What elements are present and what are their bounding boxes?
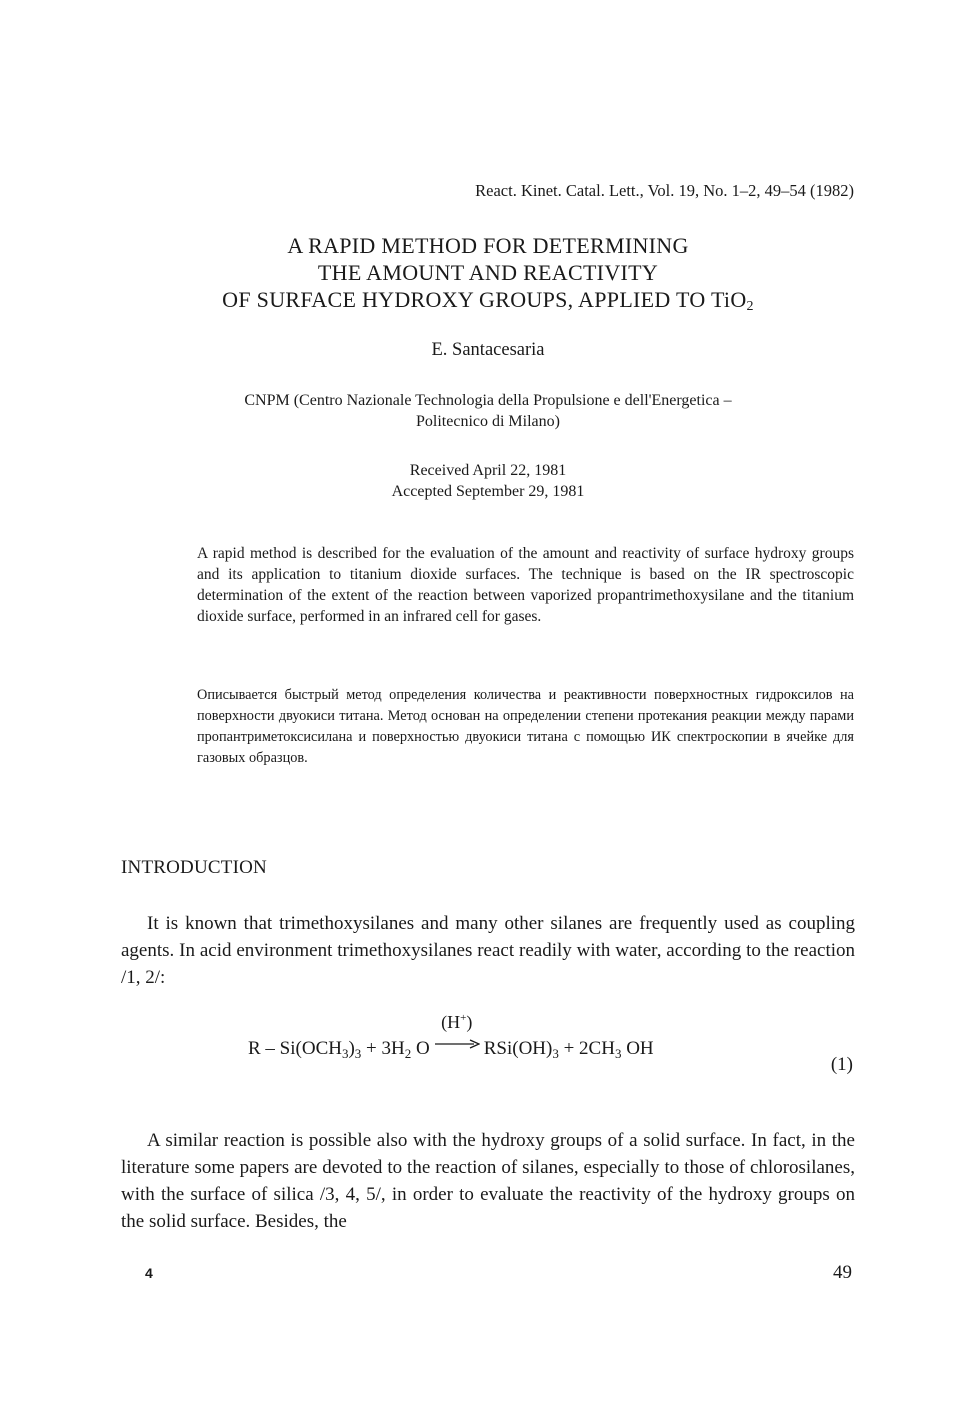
title-line-1: A RAPID METHOD FOR DETERMINING — [287, 233, 689, 258]
abstract-russian: Описывается быстрый метод определения количества и реактивности поверхностных гидроксилов на поверхности двуокиси титана. Метод основан на определении степени протекания реакции между парами пропантриметоксисилана и поверхностью двуокиси титана с помощью ИК спектроскопии в ячейке для газовых образцов. — [197, 687, 854, 766]
chemical-equation — [248, 1012, 654, 1061]
affiliation-line-1: CNPM (Centro Nazionale Technologia della Propulsione e dell'Energetica – — [244, 392, 732, 409]
body-paragraph-1 — [121, 910, 855, 991]
eq-methanol-oh: OH — [621, 1038, 654, 1059]
eq-product-1: RSi(OH) — [483, 1038, 553, 1059]
abstract-english: A rapid method is described for the evaluation of the amount and reactivity of surface hydroxy groups and its application to titanium dioxide surfaces. The technique is based on the IR spectroscopic determination of the extent of the reaction between vaporized propantrimethoxysilane and the titanium dioxide surface, performed in an infrared cell for gases. — [197, 545, 854, 625]
eq-sub: 3 — [354, 1046, 362, 1061]
eq-sub: 3 — [341, 1046, 349, 1061]
affiliation — [120, 390, 856, 432]
section-heading: INTRODUCTION — [121, 857, 267, 878]
eq-reactant-1: R – Si(OCH — [248, 1038, 342, 1059]
affiliation-line-2: Politecnico di Milano) — [416, 413, 560, 430]
catalyst-sup: + — [460, 1012, 467, 1024]
eq-water-o: O — [411, 1038, 430, 1059]
paragraph-1-text: It is known that trimethoxysilanes and many other silanes are frequently used as coupling agents. In acid environment trimethoxysilanes react readily with water, according to the reaction /1, 2/: — [121, 913, 855, 988]
eq-sub: 2 — [404, 1046, 412, 1061]
title-line-3-text: OF SURFACE HYDROXY GROUPS, APPLIED TO TiO — [222, 287, 747, 312]
page-number: 49 — [833, 1262, 852, 1283]
eq-sub: 3 — [614, 1046, 622, 1061]
paragraph-2-text: A similar reaction is possible also with the hydroxy groups of a solid surface. In fact, in the literature some papers are devoted to the reaction of silanes, especially to those of chlorosilanes, with the surface of silica /3, 4, 5/, in order to evaluate the reactivity of the hydroxy groups on the solid surface. Besides, the — [121, 1130, 855, 1232]
eq-water: + 3H — [361, 1038, 405, 1059]
eq-methanol: + 2CH — [558, 1038, 615, 1059]
catalyst-close: ) — [466, 1012, 473, 1032]
author-name: E. Santacesaria — [431, 340, 545, 360]
equation-number: (1) — [830, 1054, 853, 1075]
accepted-date: Accepted September 29, 1981 — [391, 483, 585, 500]
journal-citation: React. Kinet. Catal. Lett., Vol. 19, No. 1–2, 49–54 (1982) — [475, 181, 854, 200]
title-line-2: THE AMOUNT AND REACTIVITY — [317, 260, 659, 285]
catalyst-text: (H — [441, 1012, 461, 1032]
submission-dates — [120, 460, 856, 502]
signature-mark: 4 — [145, 1265, 153, 1281]
paper-title — [120, 232, 856, 313]
title-line-3 — [120, 286, 856, 313]
body-paragraph-2 — [121, 1127, 855, 1235]
received-date: Received April 22, 1981 — [409, 462, 567, 479]
right-arrow-icon — [434, 1038, 480, 1050]
reaction-arrow — [434, 1012, 480, 1054]
catalyst-label — [434, 1012, 480, 1033]
eq-paren: ) — [348, 1038, 355, 1059]
eq-sub: 3 — [552, 1046, 559, 1061]
title-subscript: 2 — [746, 299, 754, 314]
